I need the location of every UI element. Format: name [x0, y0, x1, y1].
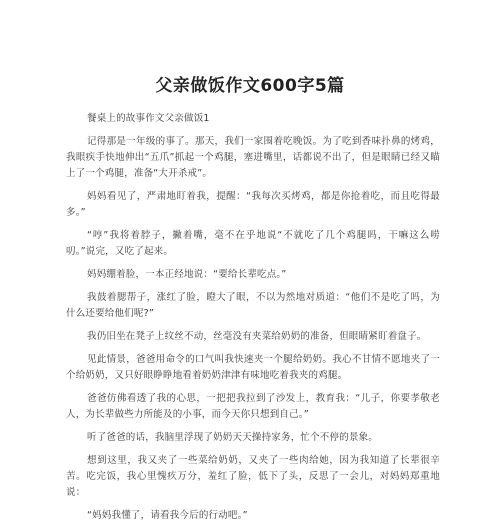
- paragraph: 记得那是一年级的事了。那天，我们一家围着吃晚饭。为了吃到香味扑鼻的烤鸡，我眼疾手快地伸出“五爪”抓起一个鸡腿，塞进嘴里，话都说不出了，但是眼睛已经又瞄上了一个鸡腿，准备“大开杀戒”。: [66, 136, 440, 179]
- paragraph: “哼”我将着脖子，撇着嘴，毫不在乎地说“不就吃了几个鸡腿吗，干嘛这么唠叨。”说完，又吃了起来。: [66, 230, 440, 257]
- paragraph: 我鼓着腮帮子，涨红了脸，瞪大了眼，不以为然地对质道：“他们不是吃了吗，为什么还要给他们呢?”: [66, 292, 440, 319]
- paragraph: 想到这里，我又夹了一些菜给奶奶，又夹了一些肉给她，因为我知道了长辈很辛苦。吃完饭，我心里愧疚万分，羞红了脸，低下了头，反思了一会儿，对妈妈郑重地说：: [66, 455, 440, 498]
- paragraph: 爸爸仿佛看透了我的心思，一把把我拉到了沙发上，教育我：“儿子，你要孝敬老人，为长辈做些力所能及的小事，而今天你只想到自己。”: [66, 393, 440, 420]
- section-heading: 餐桌上的故事作文父亲做饭1: [87, 113, 210, 124]
- paragraph: “妈妈我懂了，请看我今后的行动吧。”: [87, 510, 248, 521]
- paragraph: 我仍旧坐在凳子上纹丝不动，丝毫没有夹菜给奶奶的准备，但眼睛紧盯着盘子。: [87, 331, 427, 342]
- paragraph: 听了爸爸的话，我脑里浮现了奶奶天天操持家务，忙个不停的景象。: [87, 432, 379, 443]
- paragraph: 见此情景，爸爸用命令的口气叫我快速夹一个腿给奶奶。我心不甘情不愿地夹了一个给奶奶，又只好眼睁睁地看着奶奶津津有味地吃着我夹的鸡腿。: [66, 354, 440, 381]
- document-title: 父亲做饭作文600字5篇: [155, 76, 345, 96]
- paragraph: 妈妈看见了，严肃地盯着我，提醒：“我每次买烤鸡，都是你抢着吃，而且吃得最多。”: [66, 191, 440, 218]
- paragraph: 妈妈绷着脸，一本正经地说：“要给长辈吃点。”: [87, 269, 287, 280]
- document-body: [66, 111, 440, 524]
